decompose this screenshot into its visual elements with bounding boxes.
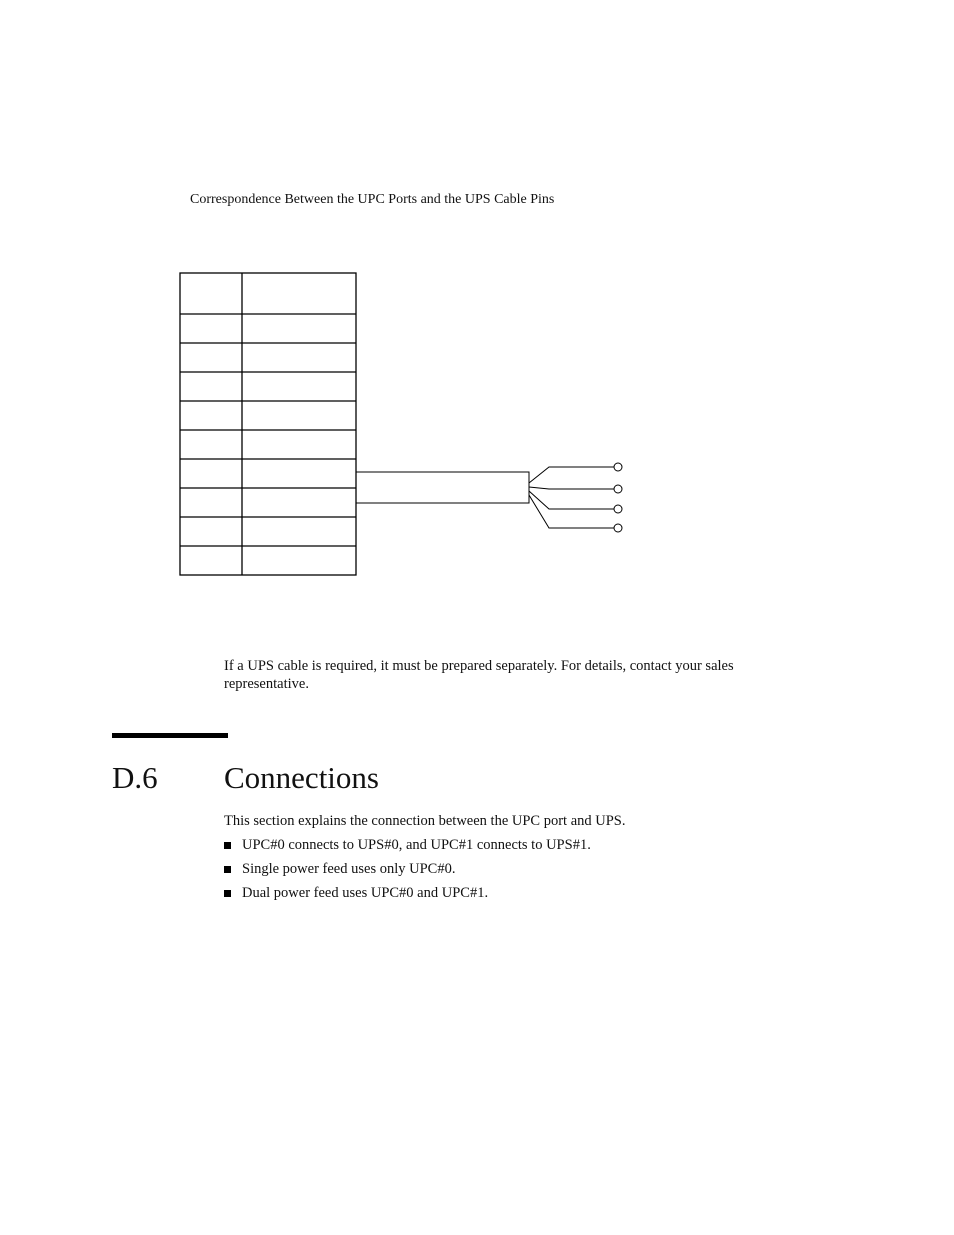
wire-terminal-icon	[614, 463, 622, 471]
bullet-icon	[224, 890, 231, 897]
wire-terminal-icon	[614, 505, 622, 513]
list-item-text: UPC#0 connects to UPS#0, and UPC#1 connects to UPS#1.	[242, 837, 591, 853]
wire-terminal-icon	[614, 524, 622, 532]
section-number: D.6	[112, 760, 158, 795]
section-rule	[112, 733, 228, 738]
cable-wire	[529, 491, 614, 509]
cable-wires	[529, 463, 622, 532]
list-item-text: Single power feed uses only UPC#0.	[242, 861, 456, 877]
bullet-icon	[224, 866, 231, 873]
cable-wire	[529, 467, 614, 483]
list-item-text: Dual power feed uses UPC#0 and UPC#1.	[242, 885, 489, 901]
table-border	[180, 273, 356, 575]
cable-note: If a UPS cable is required, it must be prepared separately. For details, contact your sales representative.	[224, 658, 734, 692]
figure-caption: Correspondence Between the UPC Ports and the UPS Cable Pins	[190, 192, 555, 207]
section-intro: This section explains the connection between the UPC port and UPS.	[224, 813, 626, 829]
pin-table	[180, 273, 356, 575]
cable-body	[356, 472, 529, 503]
cable-wire	[529, 495, 614, 528]
bullet-icon	[224, 842, 231, 849]
section-title: Connections	[224, 760, 379, 795]
wire-terminal-icon	[614, 485, 622, 493]
cable-wire	[529, 487, 614, 489]
ups-cable	[356, 472, 529, 503]
